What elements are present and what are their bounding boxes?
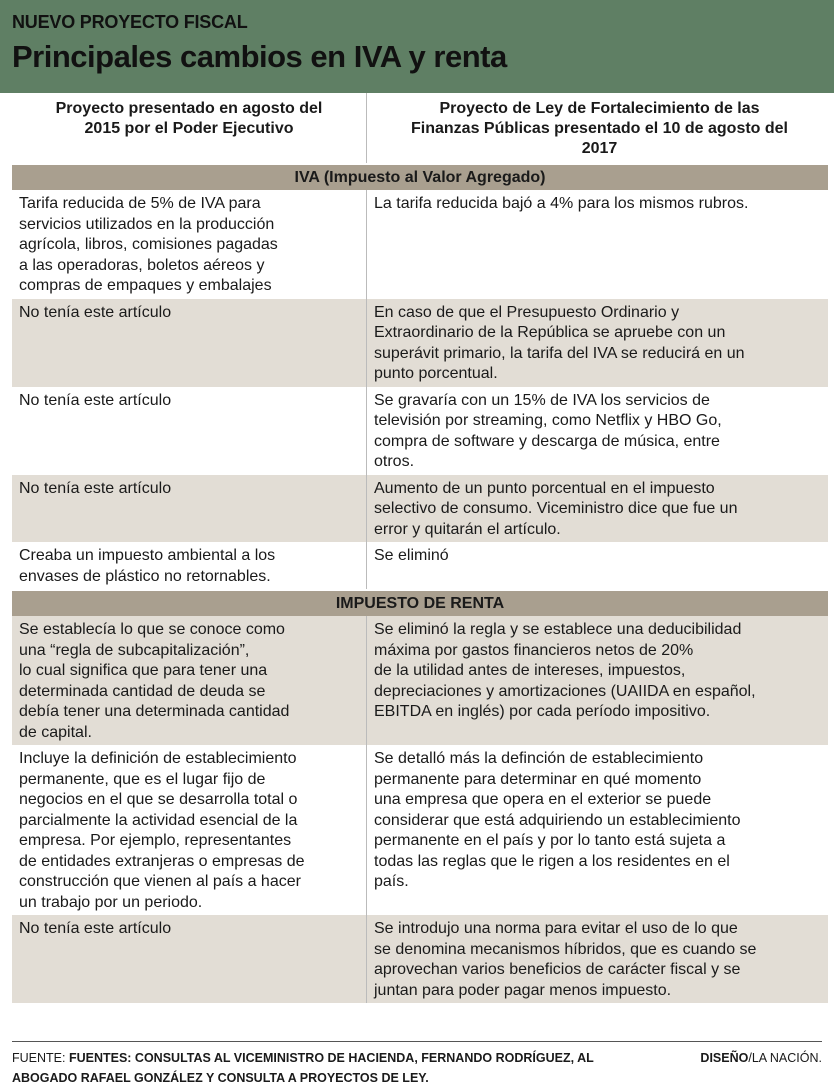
table-row xyxy=(12,387,828,475)
table-row xyxy=(12,542,828,589)
table-row xyxy=(12,299,828,387)
cell-2015: Incluye la definición de establecimiento permanente, que es el lugar fijo de negocios en el que se desarrolla total o parcialmente la actividad esencial de la empresa. Por ejemplo, representantes de entidades extranjeras o empresas de construcción que vienen al país a hacer un trabajo por un periodo. xyxy=(12,745,367,915)
cell-2017: Se eliminó la regla y se establece una deducibilidad máxima por gastos financieros netos de 20% de la utilidad antes de intereses, impuestos, depreciaciones y amortizaciones (UAIIDA en español, EBITDA en inglés) por cada período impositivo. xyxy=(374,621,756,720)
cell-2015: No tenía este artículo xyxy=(12,915,367,1003)
source-text: FUENTES: CONSULTAS AL VICEMINISTRO DE HACIENDA, FERNANDO RODRÍGUEZ, AL ABOGADO RAFAEL GONZÁLEZ Y CONSULTA A PROYECTOS DE LEY. xyxy=(12,1051,594,1085)
table-body xyxy=(12,165,828,1003)
table-row xyxy=(12,616,828,745)
cell-2017: Se introdujo una norma para evitar el uso de lo que se denomina mecanismos híbridos, que es cuando se aprovechan varios beneficios de carácter fiscal y se juntan para poder pagar menos impuesto. xyxy=(374,920,757,999)
cell-2015: Tarifa reducida de 5% de IVA para servicios utilizados en la producción agrícola, libros, comisiones pagadas a las operadoras, boletos aéreos y compras de empaques y embalajes xyxy=(12,190,367,299)
page-title: Principales cambios en IVA y renta xyxy=(12,39,507,74)
table-row xyxy=(12,190,828,299)
column-headers xyxy=(12,93,828,163)
cell-2015: No tenía este artículo xyxy=(12,299,367,387)
cell-2017: La tarifa reducida bajó a 4% para los mismos rubros. xyxy=(374,195,749,212)
cell-2017: Se eliminó xyxy=(374,547,449,564)
cell-2015: Creaba un impuesto ambiental a los envases de plástico no retornables. xyxy=(12,542,367,589)
cell-2017: Se detalló más la definción de establecimiento permanente para determinar en qué momento una empresa que opera en el exterior se puede considerar que está adquiriendo un establecimiento permanente en el país y por lo tanto está sujeta a todas las reglas que le rigen a los residentes en el país. xyxy=(374,750,741,890)
header-banner xyxy=(0,0,834,93)
cell-2017: Aumento de un punto porcentual en el impuesto selectivo de consumo. Viceministro dice que fue un error y quitarán el artículo. xyxy=(374,479,738,538)
column-header-2015: Proyecto presentado en agosto del 2015 por el Poder Ejecutivo xyxy=(12,93,367,163)
design-credit xyxy=(700,1048,822,1068)
cell-2015: No tenía este artículo xyxy=(12,387,367,475)
table-row xyxy=(12,475,828,543)
design-label: DISEÑO xyxy=(700,1051,749,1065)
kicker: NUEVO PROYECTO FISCAL xyxy=(12,12,248,32)
comparison-table xyxy=(12,93,828,1003)
cell-2017: Se gravaría con un 15% de IVA los servicios de televisión por streaming, como Netflix y HBO Go, compra de software y descarga de música, entre otros. xyxy=(374,391,722,470)
design-credit-text: /LA NACIÓN. xyxy=(748,1051,822,1065)
source-note xyxy=(12,1048,652,1088)
cell-2017: En caso de que el Presupuesto Ordinario y Extraordinario de la República se apruebe con un superávit primario, la tarifa del IVA se reducirá en un punto porcentual. xyxy=(374,303,745,382)
source-label: FUENTE: xyxy=(12,1051,69,1065)
cell-2015: No tenía este artículo xyxy=(12,475,367,543)
section-header: IVA (Impuesto al Valor Agregado) xyxy=(12,165,828,190)
section-header: IMPUESTO DE RENTA xyxy=(12,591,828,616)
table-row xyxy=(12,745,828,915)
table-row xyxy=(12,915,828,1003)
column-header-2017: Proyecto de Ley de Fortalecimiento de las Finanzas Públicas presentado el 10 de agosto del 2017 xyxy=(411,100,788,157)
cell-2015: Se establecía lo que se conoce como una “regla de subcapitalización”, lo cual significa que para tener una determinada cantidad de deuda se debía tener una determinada cantidad de capital. xyxy=(12,616,367,745)
footer xyxy=(12,1041,822,1088)
